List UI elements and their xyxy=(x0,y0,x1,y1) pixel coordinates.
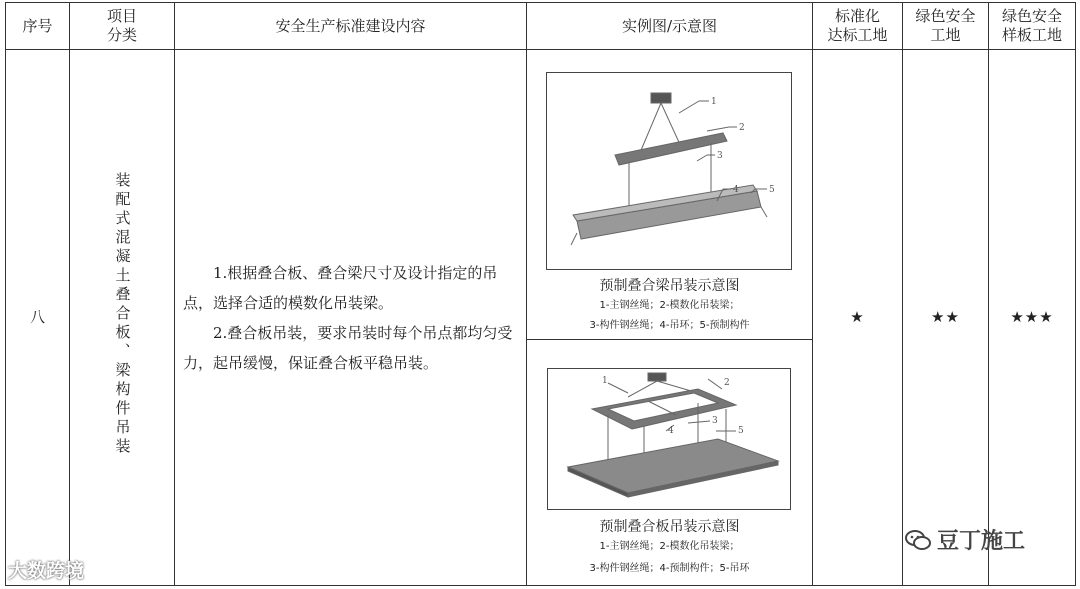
fig2-legend-line-2: 3-构件钢丝绳；4-预制构件；5-吊环 xyxy=(589,563,750,574)
fig2-label-4: 4 xyxy=(668,426,674,436)
fig1-legend-line-2: 3-构件钢丝绳；4-吊环；5-预制构件 xyxy=(589,320,750,331)
safety-standard-table xyxy=(5,2,1076,586)
slab-lifting-drawing xyxy=(548,369,790,509)
content-paragraph-2: 2.叠合板吊装，要求吊装时每个吊点都均匀受力，起吊缓慢，保证叠合板平稳吊装。 xyxy=(183,323,513,372)
content-paragraph-1: 1.根据叠合板、叠合梁尺寸及设计指定的吊点，选择合适的模数化吊装梁。 xyxy=(183,263,498,312)
header-figure: 实例图/示意图 xyxy=(527,3,813,50)
fig1-caption: 预制叠合梁吊装示意图 xyxy=(599,278,740,294)
slab-lifting-diagram xyxy=(547,368,791,510)
model-site-rating: ★★★ xyxy=(989,50,1076,586)
header-seq: 序号 xyxy=(6,3,70,50)
watermark-left: 大数跨境 xyxy=(8,560,85,582)
fig1-label-2: 2 xyxy=(739,123,745,133)
fig1-label-5: 5 xyxy=(769,185,775,195)
beam-lifting-diagram xyxy=(546,72,792,270)
figure-divider xyxy=(527,339,812,340)
header-standard-site: 标准化 达标工地 xyxy=(813,3,903,50)
table-row xyxy=(6,50,1076,586)
fig2-caption: 预制叠合板吊装示意图 xyxy=(599,519,740,535)
row-category: 装配式混凝土叠合板、梁构件吊装 xyxy=(113,172,132,457)
wechat-icon xyxy=(905,529,931,551)
row-seq: 八 xyxy=(6,50,70,586)
fig1-legend-line-1: 1-主钢丝绳；2-模数化吊装梁； xyxy=(599,300,740,311)
row-category-cell xyxy=(70,50,175,586)
header-green-site: 绿色安全 工地 xyxy=(903,3,989,50)
header-category: 项目 分类 xyxy=(70,3,175,50)
header-model-site: 绿色安全 样板工地 xyxy=(989,3,1076,50)
fig1-label-1: 1 xyxy=(711,97,717,107)
watermark-right xyxy=(905,524,1025,555)
header-row xyxy=(6,3,1076,50)
fig2-label-2: 2 xyxy=(724,378,730,388)
fig1-label-3: 3 xyxy=(717,151,723,161)
row-figure-cell xyxy=(527,50,813,586)
row-content xyxy=(175,50,527,586)
fig2-label-3: 3 xyxy=(712,416,718,426)
standard-site-rating: ★ xyxy=(813,50,903,586)
header-content: 安全生产标准建设内容 xyxy=(175,3,527,50)
fig2-legend-line-1: 1-主钢丝绳；2-模数化吊装梁； xyxy=(599,541,740,552)
beam-lifting-drawing xyxy=(547,73,791,269)
fig2-label-1: 1 xyxy=(602,376,608,386)
fig2-label-5: 5 xyxy=(738,426,744,436)
watermark-right-text: 豆丁施工 xyxy=(937,529,1026,554)
fig1-label-4: 4 xyxy=(733,185,739,195)
green-site-rating: ★★ xyxy=(903,50,989,586)
